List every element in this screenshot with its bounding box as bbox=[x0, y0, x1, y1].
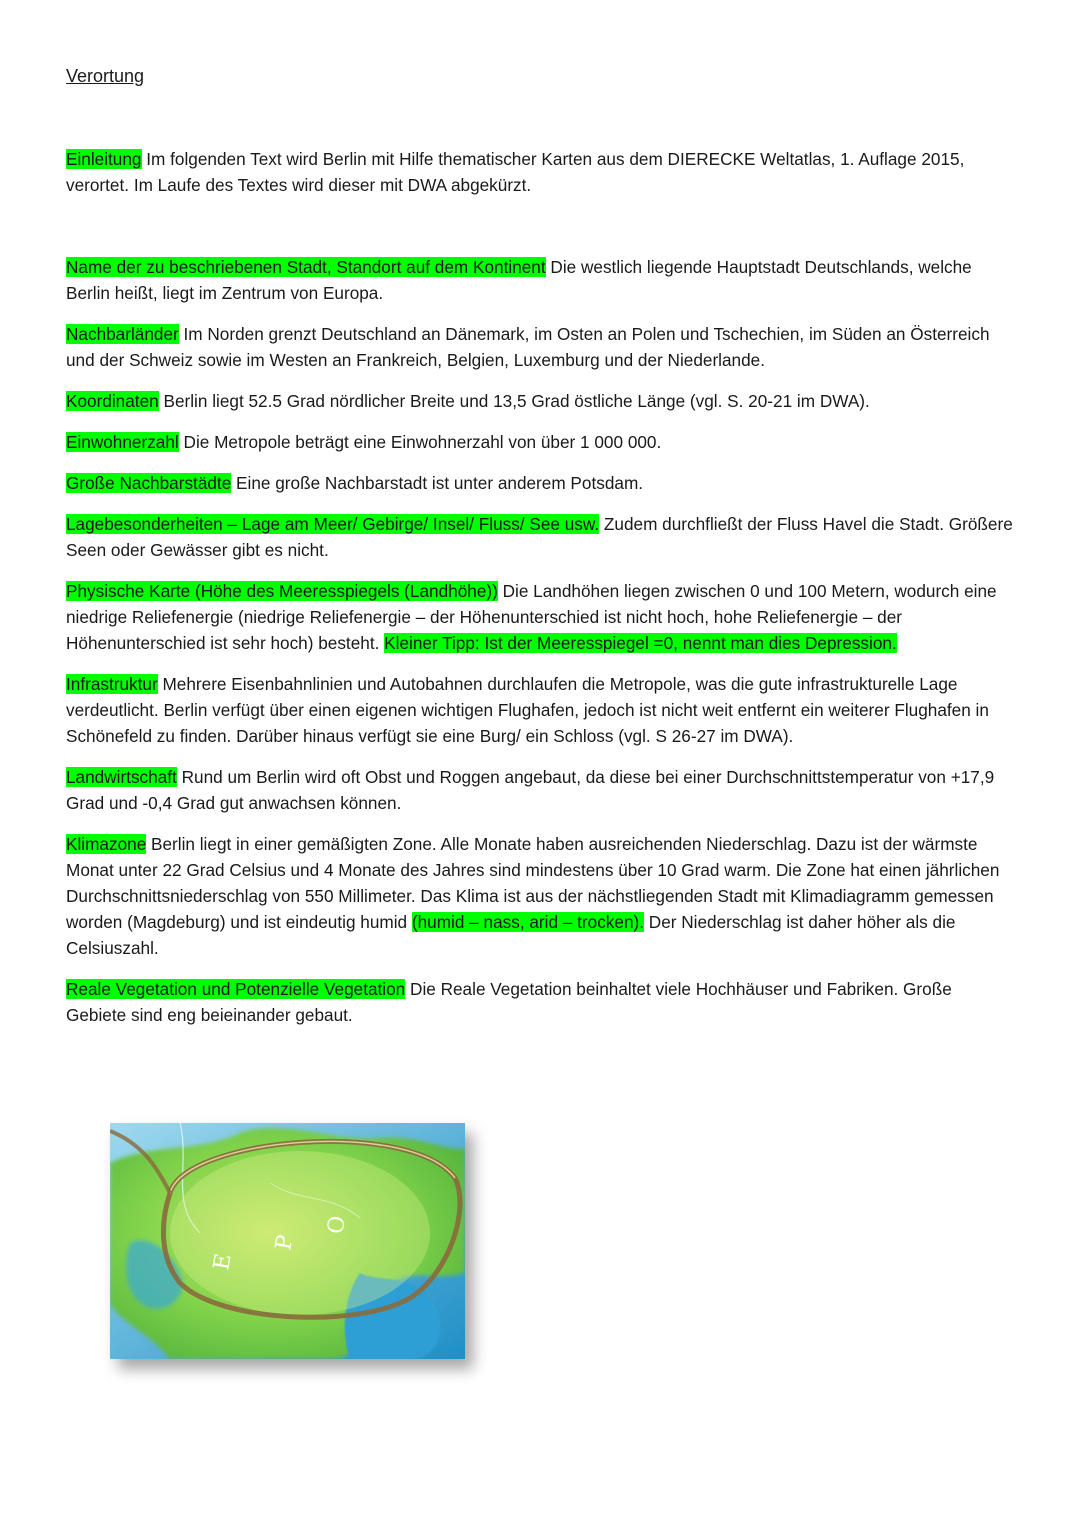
paragraph-standort bbox=[66, 254, 1016, 306]
highlighted-label: Klimazone bbox=[66, 834, 147, 854]
highlighted-label: Infrastruktur bbox=[66, 674, 158, 694]
document-body bbox=[66, 146, 1016, 1043]
paragraph-infrastruktur bbox=[66, 671, 1016, 749]
highlighted-label: Koordinaten bbox=[66, 391, 159, 411]
map-letter-o: O bbox=[323, 1213, 352, 1237]
highlighted-note: (humid – nass, arid – trocken). bbox=[411, 912, 645, 932]
paragraph-einwohnerzahl bbox=[66, 429, 1016, 455]
highlighted-label: Landwirtschaft bbox=[66, 767, 177, 787]
paragraph-text: Rund um Berlin wird oft Obst und Roggen angebaut, da diese bei einer Durchschnittstemperatur von +17,9 Grad und -0,4 Grad gut anwachsen können. bbox=[66, 767, 995, 813]
paragraph-text: Mehrere Eisenbahnlinien und Autobahnen durchlaufen die Metropole, was die gute infrastrukturelle Lage verdeutlicht. Berlin verfügt über einen eigenen wichtigen Flughafen, jedoch ist nicht weit entfernt ein weiterer Flughafen in Schönefeld zu finden. Darüber hinaus verfügt sie eine Burg/ ein Schloss (vgl. S 26-27 im DWA). bbox=[66, 674, 989, 746]
paragraph-lagebesonderheiten bbox=[66, 511, 1016, 563]
paragraph-einleitung bbox=[66, 146, 1016, 198]
paragraph-vegetation bbox=[66, 976, 1016, 1028]
paragraph-text: Die Landhöhen liegen zwischen 0 und 100 Metern, wodurch eine niedrige Reliefenergie (niedrige Reliefenergie – der Höhenunterschied ist nicht hoch, hohe Reliefenergie – der Höhenunterschied ist sehr hoch) besteht. bbox=[66, 581, 997, 653]
paragraph-text: Eine große Nachbarstadt ist unter anderem Potsdam. bbox=[231, 473, 644, 493]
highlighted-label: Physische Karte (Höhe des Meeresspiegels (Landhöhe)) bbox=[66, 581, 498, 601]
paragraph-landwirtschaft bbox=[66, 764, 1016, 816]
highlighted-label: Name der zu beschriebenen Stadt, Standort auf dem Kontinent bbox=[66, 257, 546, 277]
paragraph-text: Berlin liegt 52.5 Grad nördlicher Breite und 13,5 Grad östliche Länge (vgl. S. 20-21 im DWA). bbox=[158, 391, 870, 411]
paragraph-koordinaten bbox=[66, 388, 1016, 414]
paragraph-nachbarstaedte bbox=[66, 470, 1016, 496]
paragraph-physische-karte bbox=[66, 578, 1016, 656]
paragraph-nachbarlaender bbox=[66, 321, 1016, 373]
paragraph-text: Im Norden grenzt Deutschland an Dänemark, im Osten an Polen und Tschechien, im Süden an Österreich und der Schweiz sowie im Westen an Frankreich, Belgien, Luxemburg und der Niederlande. bbox=[66, 324, 990, 370]
map-letter-e: E bbox=[209, 1251, 237, 1273]
highlighted-label: Nachbarländer bbox=[66, 324, 179, 344]
paragraph-text: Im folgenden Text wird Berlin mit Hilfe thematischer Karten aus dem DIERECKE Weltatlas, 1. Auflage 2015, verortet. Im Laufe des Textes wird dieser mit DWA abgekürzt. bbox=[66, 149, 965, 195]
highlighted-label: Einleitung bbox=[66, 149, 142, 169]
paragraph-text: Die Reale Vegetation beinhaltet viele Hochhäuser und Fabriken. Große Gebiete sind eng beieinander gebaut. bbox=[66, 979, 952, 1025]
highlighted-tip: Kleiner Tipp: Ist der Meeresspiegel =0, nennt man dies Depression. bbox=[384, 633, 897, 653]
glasses-on-map-photo bbox=[110, 1123, 465, 1359]
paragraph-text: Berlin liegt in einer gemäßigten Zone. Alle Monate haben ausreichenden Niederschlag. Dazu ist der wärmste Monat unter 22 Grad Celsius und 4 Monate des Jahres sind mindestens über 10 Grad warm. Die Zone hat einen jährlichen Durchschnittsniederschlag von 550 Millimeter. Das Klima ist aus der nächstliegenden Stadt mit Klimadiagramm gemessen worden (Magdeburg) und ist eindeutig humid bbox=[66, 834, 1000, 932]
highlighted-label: Einwohnerzahl bbox=[66, 432, 179, 452]
paragraph-text: Die Metropole beträgt eine Einwohnerzahl von über 1 000 000. bbox=[178, 432, 662, 452]
paragraph-text: Zudem durchfließt der Fluss Havel die Stadt. Größere Seen oder Gewässer gibt es nicht. bbox=[66, 514, 1013, 560]
lens-glare bbox=[170, 1151, 430, 1315]
paragraph-klimazone bbox=[66, 831, 1016, 961]
map-letter-p: P bbox=[271, 1233, 299, 1253]
map-illustration bbox=[110, 1123, 465, 1359]
highlighted-label: Lagebesonderheiten – Lage am Meer/ Gebirge/ Insel/ Fluss/ See usw. bbox=[66, 514, 600, 534]
highlighted-label: Große Nachbarstädte bbox=[66, 473, 232, 493]
paragraph-text: Die westlich liegende Hauptstadt Deutschlands, welche Berlin heißt, liegt im Zentrum von Europa. bbox=[66, 257, 972, 303]
document-title: Verortung bbox=[66, 66, 145, 86]
paragraph-text-tail: Der Niederschlag ist daher höher als die Celsiuszahl. bbox=[66, 912, 956, 958]
highlighted-label: Reale Vegetation und Potenzielle Vegetation bbox=[66, 979, 406, 999]
